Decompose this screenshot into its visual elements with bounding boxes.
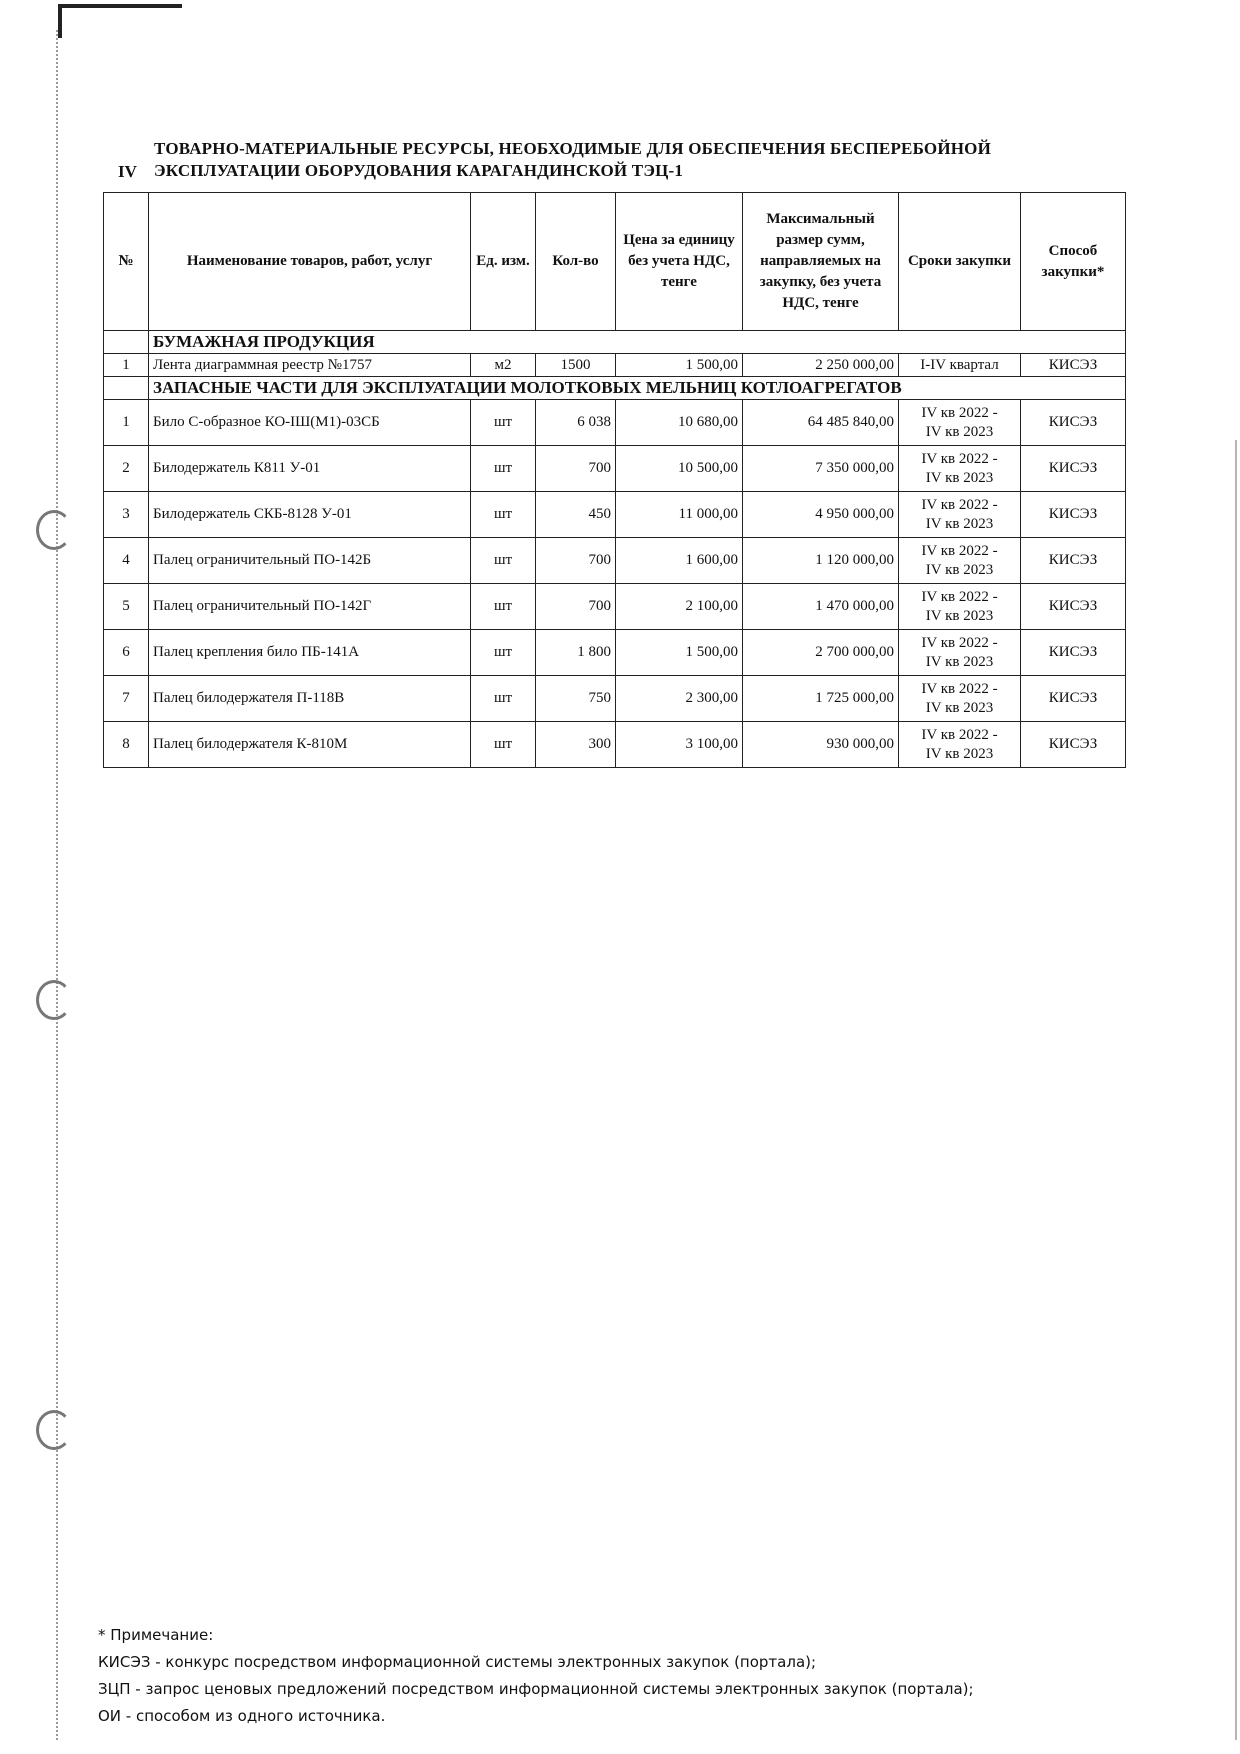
item-name: Палец билодержателя К-810М [149,722,471,768]
row-number: 5 [104,584,149,630]
section-row [104,331,1126,354]
col-header-method: Способ закупки* [1021,193,1126,331]
item-name: Палец ограничительный ПО-142Б [149,538,471,584]
item-unit: шт [471,538,536,584]
period-line: IV кв 2023 [925,423,994,440]
section-number: IV [118,162,137,181]
item-period [899,446,1021,492]
row-number: 2 [104,446,149,492]
section-title: ЗАПАСНЫЕ ЧАСТИ ДЛЯ ЭКСПЛУАТАЦИИ МОЛОТКОВЫХ МЕЛЬНИЦ КОТЛОАГРЕГАТОВ [149,377,1126,400]
item-method: КИСЭЗ [1021,354,1126,377]
item-unit-price: 10 680,00 [616,400,743,446]
row-number: 1 [104,354,149,377]
item-method: КИСЭЗ [1021,722,1126,768]
section-row [104,377,1126,400]
item-total: 2 250 000,00 [743,354,899,377]
title-line: ТОВАРНО-МАТЕРИАЛЬНЫЕ РЕСУРСЫ, НЕОБХОДИМЫЕ ДЛЯ ОБЕСПЕЧЕНИЯ БЕСПЕРЕБОЙНОЙ [154,139,992,158]
item-quantity: 1 800 [536,630,616,676]
period-line: IV кв 2022 - [921,680,998,697]
item-total: 2 700 000,00 [743,630,899,676]
item-quantity: 700 [536,584,616,630]
item-unit-price: 3 100,00 [616,722,743,768]
footnote-line: КИСЭЗ - конкурс посредством информационной системы электронных закупок (портала); [98,1653,817,1671]
period-line: I-IV квартал [920,357,999,373]
item-method: КИСЭЗ [1021,492,1126,538]
period-line: IV кв 2022 - [921,404,998,421]
item-period [899,722,1021,768]
item-unit-price: 2 300,00 [616,676,743,722]
item-method: КИСЭЗ [1021,400,1126,446]
item-total: 7 350 000,00 [743,446,899,492]
period-line: IV кв 2023 [925,653,994,670]
punch-hole [36,980,72,1020]
section-title: БУМАЖНАЯ ПРОДУКЦИЯ [149,331,1126,354]
item-name: Билодержатель СКБ-8128 У-01 [149,492,471,538]
item-total: 930 000,00 [743,722,899,768]
item-quantity: 700 [536,538,616,584]
period-line: IV кв 2023 [925,469,994,486]
item-unit-price: 1 500,00 [616,354,743,377]
item-method: КИСЭЗ [1021,676,1126,722]
period-line: IV кв 2022 - [921,634,998,651]
row-number: 4 [104,538,149,584]
footnote-line: ОИ - способом из одного источника. [98,1707,386,1725]
item-period [899,538,1021,584]
row-number: 1 [104,400,149,446]
table-row [104,492,1126,538]
item-quantity: 450 [536,492,616,538]
table-row [104,630,1126,676]
item-total: 1 725 000,00 [743,676,899,722]
footnote-line: ЗЦП - запрос ценовых предложений посредством информационной системы электронных закупок (портала); [98,1680,974,1698]
item-total: 1 120 000,00 [743,538,899,584]
row-number: 6 [104,630,149,676]
item-name: Палец крепления било ПБ-141А [149,630,471,676]
item-unit: шт [471,722,536,768]
table-body [104,331,1126,768]
item-unit-price: 1 500,00 [616,630,743,676]
col-header-quantity: Кол-во [536,193,616,331]
period-line: IV кв 2022 - [921,496,998,513]
col-header-period: Сроки закупки [899,193,1021,331]
item-unit: шт [471,676,536,722]
item-name: Било С-образное КО-IШ(М1)-03СБ [149,400,471,446]
row-number: 8 [104,722,149,768]
item-period [899,492,1021,538]
item-unit-price: 1 600,00 [616,538,743,584]
item-period [899,354,1021,377]
item-method: КИСЭЗ [1021,538,1126,584]
period-line: IV кв 2023 [925,745,994,762]
scan-right-edge [1235,440,1237,1740]
item-total: 64 485 840,00 [743,400,899,446]
item-unit: шт [471,400,536,446]
item-name: Билодержатель К811 У-01 [149,446,471,492]
item-unit-price: 11 000,00 [616,492,743,538]
period-line: IV кв 2022 - [921,588,998,605]
item-name: Палец билодержателя П-118В [149,676,471,722]
table-row [104,446,1126,492]
item-period [899,400,1021,446]
item-quantity: 1500 [536,354,616,377]
period-line: IV кв 2023 [925,515,994,532]
col-header-max-amount: Максимальный размер сумм, направляемых на закупку, без учета НДС, тенге [743,193,899,331]
item-unit-price: 10 500,00 [616,446,743,492]
table-row [104,400,1126,446]
table-row [104,676,1126,722]
item-total: 4 950 000,00 [743,492,899,538]
item-method: КИСЭЗ [1021,584,1126,630]
section-spacer [104,331,149,354]
document-title [154,138,1104,182]
period-line: IV кв 2022 - [921,542,998,559]
table-row [104,354,1126,377]
item-unit-price: 2 100,00 [616,584,743,630]
item-name: Палец ограничительный ПО-142Г [149,584,471,630]
resources-table [103,192,1126,768]
item-quantity: 750 [536,676,616,722]
item-method: КИСЭЗ [1021,630,1126,676]
item-method: КИСЭЗ [1021,446,1126,492]
period-line: IV кв 2022 - [921,450,998,467]
table-row [104,538,1126,584]
item-total: 1 470 000,00 [743,584,899,630]
item-period [899,630,1021,676]
table-row [104,584,1126,630]
table-header [104,193,1126,331]
row-number: 7 [104,676,149,722]
footnote [98,1622,1198,1730]
col-header-name: Наименование товаров, работ, услуг [149,193,471,331]
title-line: ЭКСПЛУАТАЦИИ ОБОРУДОВАНИЯ КАРАГАНДИНСКОЙ ТЭЦ-1 [154,161,684,180]
item-quantity: 700 [536,446,616,492]
section-spacer [104,377,149,400]
scan-left-edge [56,30,58,1740]
item-name: Лента диаграммная реестр №1757 [149,354,471,377]
item-quantity: 300 [536,722,616,768]
period-line: IV кв 2023 [925,607,994,624]
item-period [899,584,1021,630]
item-unit: м2 [471,354,536,377]
col-header-unit: Ед. изм. [471,193,536,331]
row-number: 3 [104,492,149,538]
item-period [899,676,1021,722]
scan-corner-mark [58,4,182,38]
col-header-unit-price: Цена за единицу без учета НДС, тенге [616,193,743,331]
col-header-number: № [104,193,149,331]
item-unit: шт [471,492,536,538]
punch-hole [36,510,72,550]
table-row [104,722,1126,768]
item-unit: шт [471,584,536,630]
period-line: IV кв 2023 [925,561,994,578]
item-unit: шт [471,446,536,492]
item-quantity: 6 038 [536,400,616,446]
footnote-heading: * Примечание: [98,1626,214,1644]
period-line: IV кв 2023 [925,699,994,716]
item-unit: шт [471,630,536,676]
period-line: IV кв 2022 - [921,726,998,743]
punch-hole [36,1410,72,1450]
